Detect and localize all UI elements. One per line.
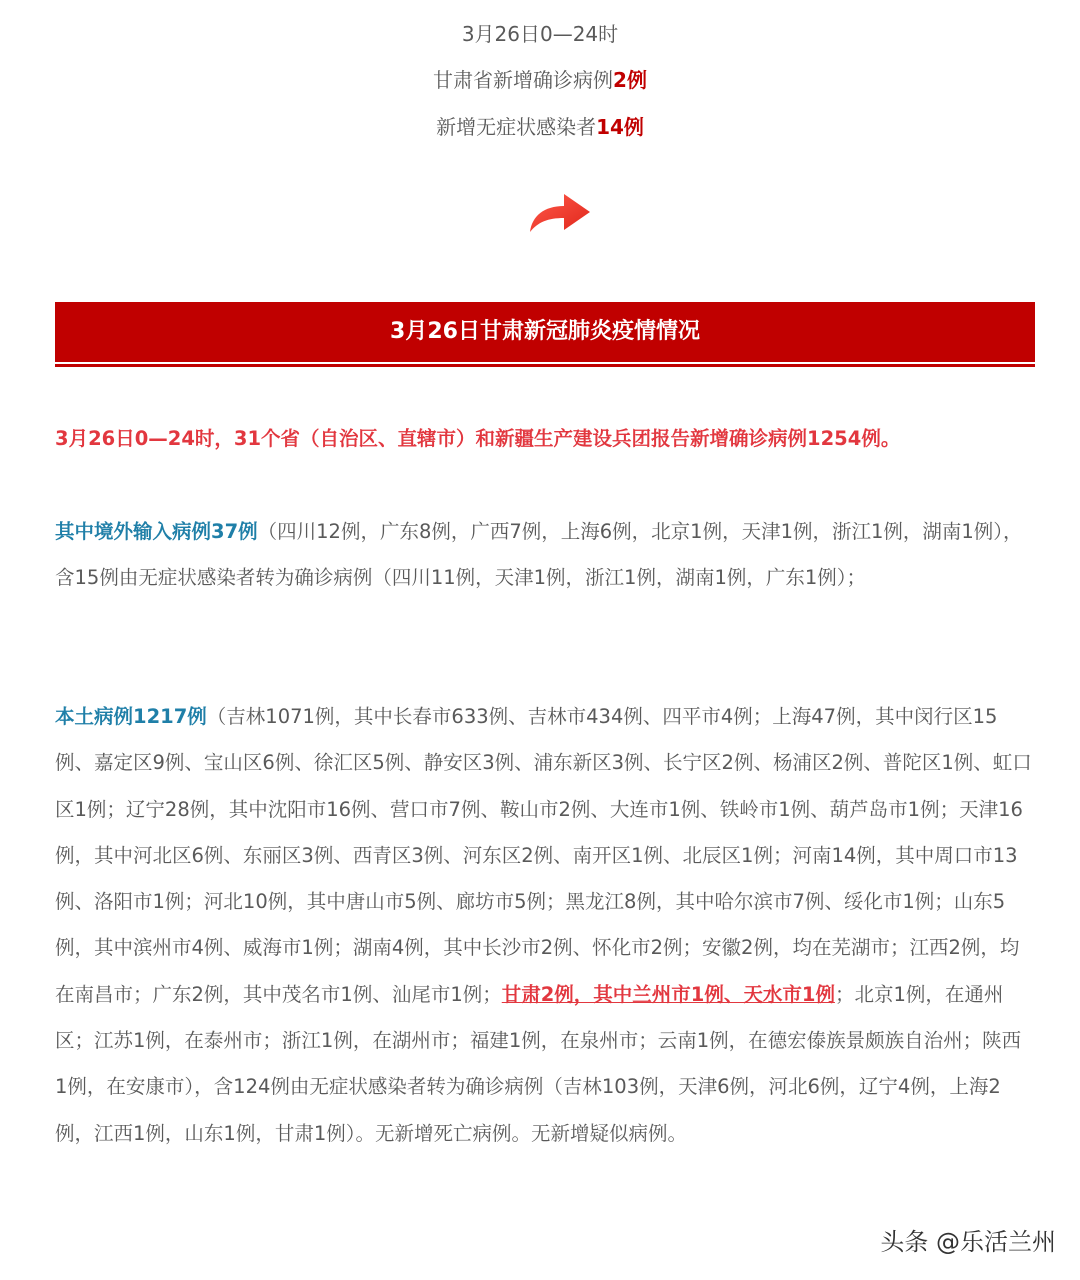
asymptomatic-value: 14例 [596,115,644,139]
confirmed-line [0,66,1080,94]
banner-title: 3月26日甘肃新冠肺炎疫情情况 [55,302,1035,362]
curved-arrow-right-icon [526,186,596,238]
local-detail-a: （吉林1071例，其中长春市633例、吉林市434例、四平市4例；上海47例，其中闵行区15例、嘉定区9例、宝山区6例、徐汇区5例、静安区3例、浦东新区3例、长宁区2例、杨浦区2例、普陀区1例、虹口区1例；辽宁28例，其中沈阳市16例、营口市7例、鞍山市2例、大连市1例、铁岭市1例、葫芦岛市1例；天津16例，其中河北区6例、东丽区3例、西青区3例、河东区2例、南开区1例、北辰区1例；河南14例，其中周口市13例、洛阳市1例；河北10例，其中唐山市5例、廊坊市5例；黑龙江8例，其中哈尔滨市7例、绥化市1例；山东5例，其中滨州市4例、威海市1例；湖南4例，其中长沙市2例、怀化市2例；安徽2例，均在芜湖市；江西2例，均在南昌市；广东2例，其中茂名市1例、汕尾市1例； [55,705,1032,1006]
confirmed-label: 甘肃省新增确诊病例 [433,68,614,92]
local-lead: 本土病例1217例 [55,705,207,728]
imported-paragraph [55,509,1033,602]
date-line: 3月26日0—24时 [461,22,619,46]
imported-detail: （四川12例，广东8例，广西7例，上海6例，北京1例，天津1例，浙江1例，湖南1例），含15例由无症状感染者转为确诊病例（四川11例，天津1例，浙江1例，湖南1例，广东1例）； [55,520,1023,590]
gansu-highlight: 甘肃2例，其中兰州市1例、天水市1例 [501,982,835,1006]
confirmed-value: 2例 [613,68,647,92]
section-banner [55,302,1035,370]
asymptomatic-label: 新增无症状感染者 [436,115,597,139]
watermark: 头条 @乐活兰州 [880,1228,1056,1256]
summary-paragraph: 3月26日0—24时，31个省（自治区、直辖市）和新疆生产建设兵团报告新增确诊病例1254例。 [55,427,901,450]
local-detail-b: ；北京1例，在通州区；江苏1例，在泰州市；浙江1例，在湖州市；福建1例，在泉州市；云南1例，在德宏傣族景颇族自治州；陕西1例，在安康市），含124例由无症状感染者转为确诊病例（吉林103例，天津6例，河北6例，辽宁4例，上海2例，江西1例，山东1例，甘肃1例）。无新增死亡病例。无新增疑似病例。 [55,982,1022,1145]
local-paragraph [55,694,1033,1157]
banner-divider [55,364,1035,367]
asymptomatic-line [0,113,1080,141]
imported-lead: 其中境外输入病例37例 [55,520,258,543]
